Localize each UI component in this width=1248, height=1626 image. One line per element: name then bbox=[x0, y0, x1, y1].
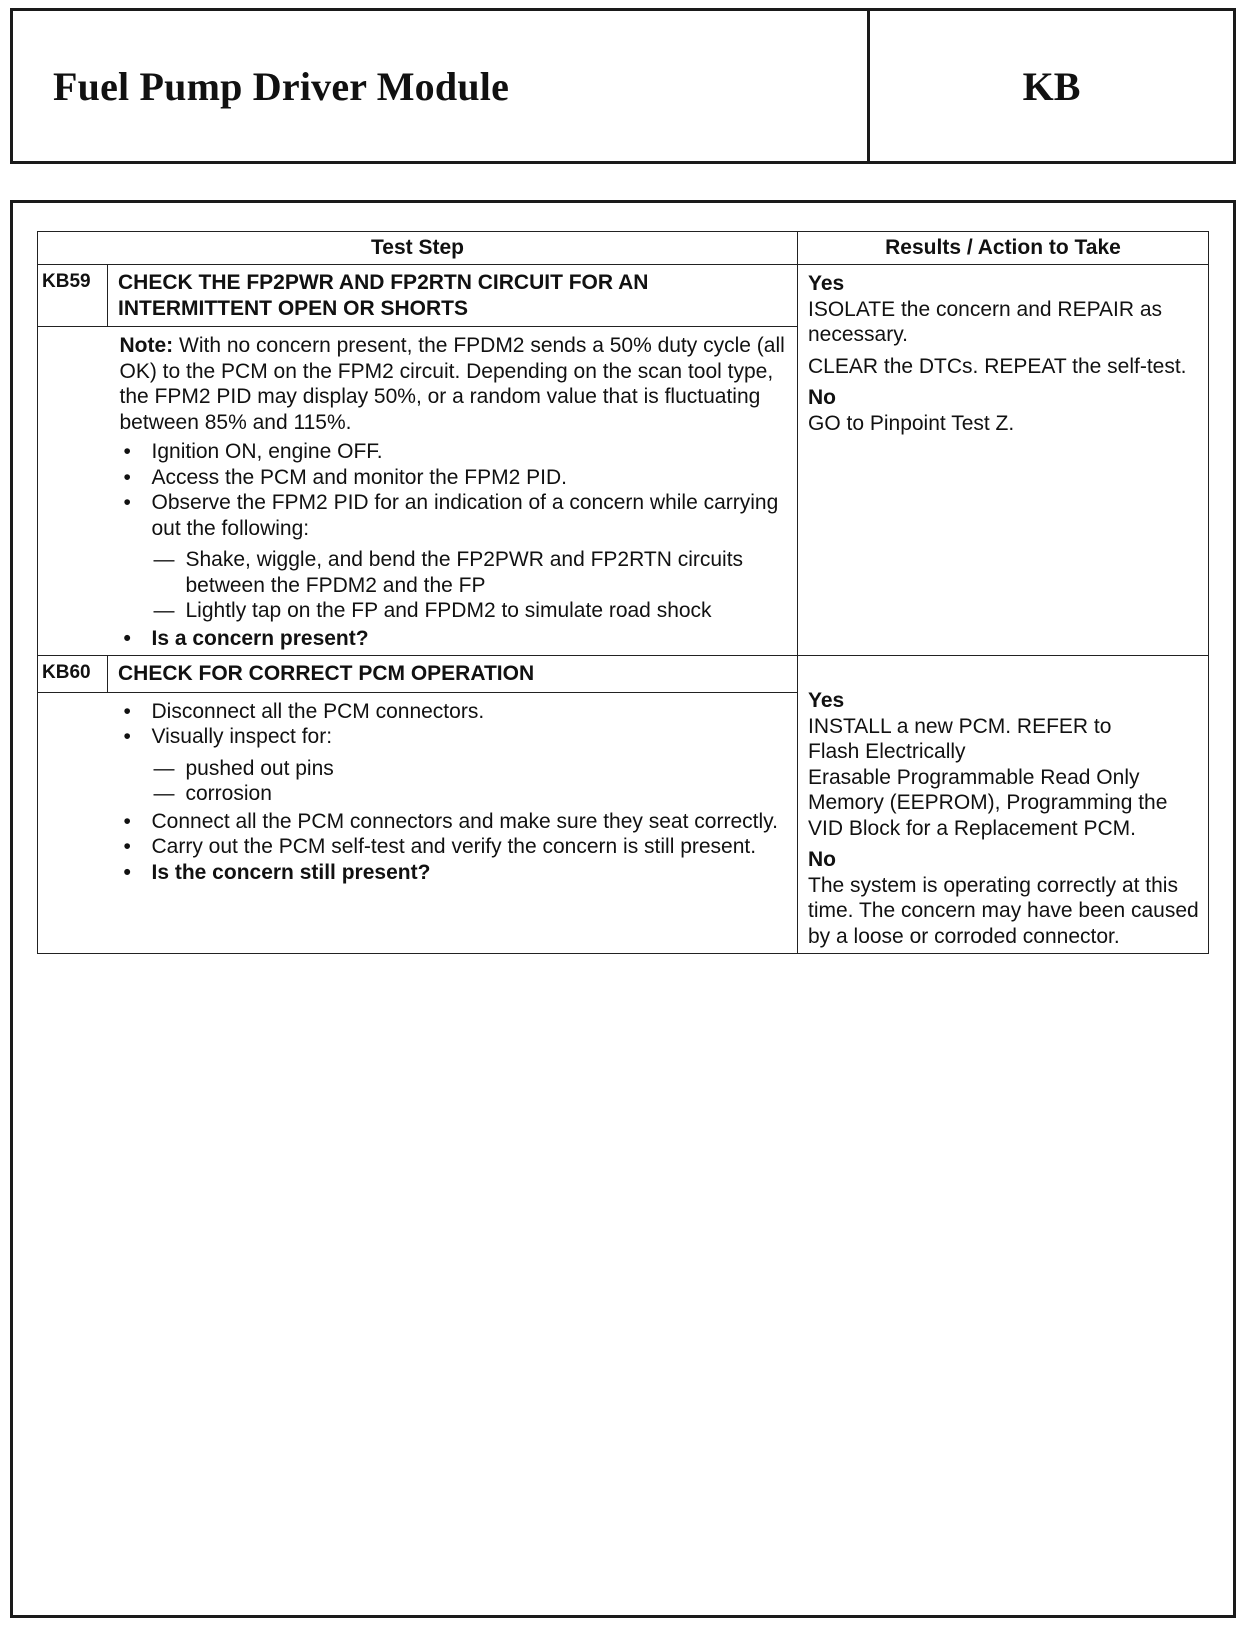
column-header-results: Results / Action to Take bbox=[798, 232, 1209, 265]
list-item: — corrosion bbox=[120, 781, 788, 807]
list-item: • Access the PCM and monitor the FPM2 PID. bbox=[120, 465, 788, 491]
kb59-question-list bbox=[120, 626, 788, 652]
kb60-step-id: KB60 bbox=[38, 656, 108, 693]
kb59-title-line1: CHECK THE FP2PWR AND FP2RTN CIRCUIT FOR AN bbox=[118, 271, 649, 294]
kb59-note bbox=[120, 333, 788, 435]
kb60-question: • Is the concern still present? bbox=[120, 860, 788, 886]
kb60-dash-list bbox=[120, 756, 788, 807]
page-header bbox=[10, 8, 1236, 164]
header-code-cell bbox=[870, 11, 1233, 161]
test-step-table bbox=[37, 231, 1209, 954]
kb60-yes-text2: Flash Electrically bbox=[808, 740, 966, 763]
list-item: — Shake, wiggle, and bend the FP2PWR and FP2RTN circuits between the FPDM2 and the FP bbox=[120, 547, 788, 598]
kb59-dash-list bbox=[120, 547, 788, 624]
kb60-title-row bbox=[38, 656, 1209, 693]
kb60-no-text: The system is operating correctly at this time. The concern may have been caused by a loose or corroded connector. bbox=[808, 873, 1199, 948]
kb60-bullet-list-a bbox=[120, 699, 788, 750]
section-code: KB bbox=[1022, 63, 1081, 109]
kb59-yes-text1: ISOLATE the concern and REPAIR as necessary. bbox=[808, 297, 1163, 346]
kb60-id-spacer bbox=[38, 692, 108, 953]
kb60-no-label: No bbox=[808, 848, 836, 871]
kb59-step-id: KB59 bbox=[38, 265, 108, 327]
header-title-cell bbox=[13, 11, 870, 161]
kb60-yes-text1: INSTALL a new PCM. REFER to bbox=[808, 714, 1112, 738]
kb60-step-body bbox=[108, 692, 798, 953]
table-header-row bbox=[38, 232, 1209, 265]
list-item: • Carry out the PCM self-test and verify the concern is still present. bbox=[120, 834, 788, 860]
list-item: • Ignition ON, engine OFF. bbox=[120, 439, 788, 465]
list-item: • Visually inspect for: bbox=[120, 724, 788, 750]
page-title: Fuel Pump Driver Module bbox=[53, 63, 510, 109]
kb59-note-label: Note: bbox=[119, 334, 174, 357]
kb59-note-text: With no concern present, the FPDM2 sends a 50% duty cycle (all OK) to the PCM on the FPM2 circuit. Depending on the scan tool type, the FPM2 PID may display 50%, or a random value that is fluctuating between 85% and 115%. bbox=[119, 334, 785, 434]
list-item: — Lightly tap on the FP and FPDM2 to simulate road shock bbox=[120, 598, 788, 624]
list-item: • Observe the FPM2 PID for an indication of a concern while carrying out the following: bbox=[120, 490, 788, 541]
kb59-title-row bbox=[38, 265, 1209, 327]
kb60-step-title: CHECK FOR CORRECT PCM OPERATION bbox=[108, 656, 798, 693]
kb59-results bbox=[798, 265, 1209, 656]
kb60-body-spacer bbox=[120, 885, 788, 945]
kb59-step-title bbox=[108, 265, 798, 327]
kb60-yes-label: Yes bbox=[808, 689, 845, 712]
kb59-no-text: GO to Pinpoint Test Z. bbox=[808, 411, 1015, 435]
kb60-yes-text3: Erasable Programmable Read Only Memory (EEPROM), Programming the VID Block for a Replacement PCM. bbox=[808, 765, 1168, 840]
kb59-yes-label: Yes bbox=[808, 272, 845, 295]
list-item: — pushed out pins bbox=[120, 756, 788, 782]
kb59-yes-text2: CLEAR the DTCs. REPEAT the self-test. bbox=[808, 354, 1187, 378]
kb59-step-body bbox=[108, 327, 798, 656]
list-item: • Connect all the PCM connectors and make sure they seat correctly. bbox=[120, 809, 788, 835]
kb60-bullet-list-b bbox=[120, 809, 788, 886]
kb59-id-spacer bbox=[38, 327, 108, 656]
column-header-test-step: Test Step bbox=[38, 232, 798, 265]
kb59-bullet-list bbox=[120, 439, 788, 541]
kb59-title-line2: INTERMITTENT OPEN OR SHORTS bbox=[118, 296, 469, 320]
kb60-results bbox=[798, 656, 1209, 954]
list-item: • Disconnect all the PCM connectors. bbox=[120, 699, 788, 725]
kb60-results-spacer bbox=[808, 662, 1200, 688]
kb59-no-label: No bbox=[808, 386, 836, 409]
kb59-question: • Is a concern present? bbox=[120, 626, 788, 652]
